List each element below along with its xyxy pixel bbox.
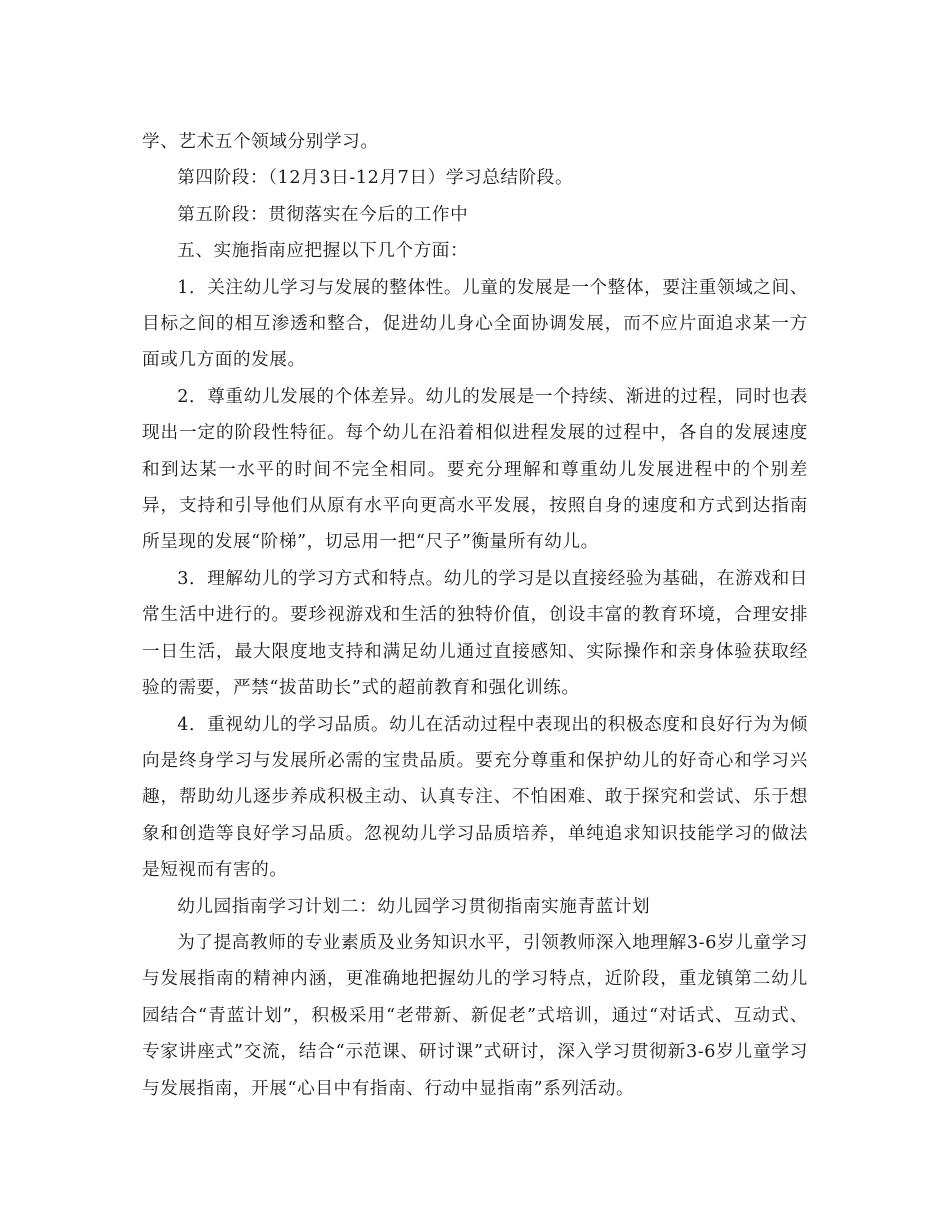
document-body	[142, 124, 808, 1107]
paragraph-point-2: 2．尊重幼儿发展的个体差异。幼儿的发展是一个持续、渐进的过程，同时也表现出一定的阶段性特征。每个幼儿在沿着相似进程发展的过程中，各自的发展速度和到达某一水平的时间不完全相同。要充分理解和尊重幼儿发展进程中的个别差异，支持和引导他们从原有水平向更高水平发展，按照自身的速度和方式到达指南所呈现的发展“阶梯”，切忌用一把“尺子”衡量所有幼儿。	[142, 386, 808, 553]
paragraph-stage-five: 第五阶段：贯彻落实在今后的工作中	[177, 204, 469, 225]
paragraph-point-1: 1．关注幼儿学习与发展的整体性。儿童的发展是一个整体，要注重领域之间、目标之间的相互渗透和整合，促进幼儿身心全面协调发展，而不应片面追求某一方面或几方面的发展。	[142, 277, 808, 371]
section-title-plan-two: 幼儿园指南学习计划二：幼儿园学习贯彻指南实施青蓝计划	[177, 896, 651, 917]
section-heading-five: 五、实施指南应把握以下几个方面：	[177, 241, 469, 262]
paragraph-point-3: 3．理解幼儿的学习方式和特点。幼儿的学习是以直接经验为基础，在游戏和日常生活中进行的。要珍视游戏和生活的独特价值，创设丰富的教育环境，合理安排一日生活，最大限度地支持和满足幼儿通过直接感知、实际操作和亲身体验获取经验的需要，严禁“拔苗助长”式的超前教育和强化训练。	[142, 568, 808, 699]
paragraph-stage-four: 第四阶段：（12月3日-12月7日）学习总结阶段。	[177, 168, 574, 189]
paragraph-continuation: 学、艺术五个领域分别学习。	[142, 132, 379, 152]
paragraph-plan-two-intro: 为了提高教师的专业素质及业务知识水平，引领教师深入地理解3-6岁儿童学习与发展指南的精神内涵，更准确地把握幼儿的学习特点，近阶段，重龙镇第二幼儿园结合“青蓝计划”，积极采用“老带新、新促老”式培训，通过“对话式、互动式、专家讲座式”交流，结合“示范课、研讨课”式研讨，深入学习贯彻新3-6岁儿童学习与发展指南，开展“心目中有指南、行动中显指南”系列活动。	[142, 932, 808, 1099]
paragraph-point-4: 4．重视幼儿的学习品质。幼儿在活动过程中表现出的积极态度和良好行为为倾向是终身学习与发展所必需的宝贵品质。要充分尊重和保护幼儿的好奇心和学习兴趣，帮助幼儿逐步养成积极主动、认真专注、不怕困难、敢于探究和尝试、乐于想象和创造等良好学习品质。忽视幼儿学习品质培养，单纯追求知识技能学习的做法是短视而有害的。	[142, 714, 808, 881]
